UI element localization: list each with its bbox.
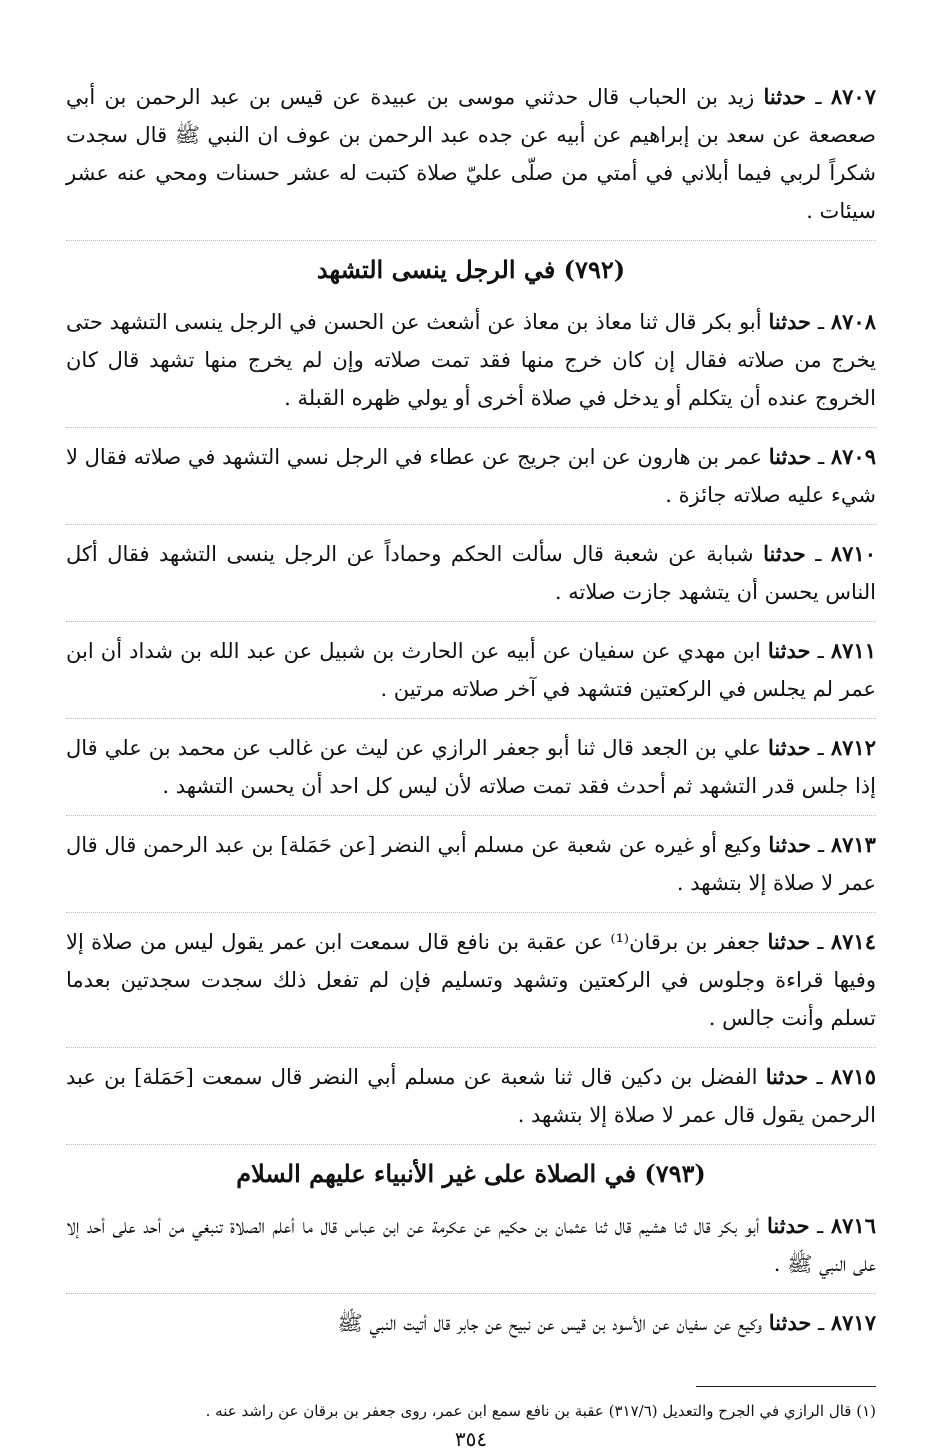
hadith-intro: حدثنا [767, 735, 811, 760]
hadith-intro: حدثنا [765, 1064, 809, 1089]
hadith-intro: حدثنا [768, 444, 812, 469]
hadith-paragraph: ٨٧٠٨ ـ حدثنا أبو بكر قال ثنا معاذ بن معاذ عن أشعث عن الحسن في الرجل ينسى التشهد حتى يخرج من صلاته فقال إن كان خرج منها فقد تمت صلاته وإن لم يخرج منها تشهد قال كان الخروج عنده أن يتكلم أو يدخل في صلاة أخرى أو يولي ظهره القبلة . [66, 303, 876, 428]
hadith-paragraph: ٨٧١٢ ـ حدثنا علي بن الجعد قال ثنا أبو جعفر الرازي عن ليث عن غالب عن محمد بن علي قال إذا جلس قدر التشهد ثم أحدث فقد تمت صلاته لأن ليس كل احد أن يحسن التشهد . [66, 729, 876, 816]
hadith-number: ٨٧١٢ [830, 735, 876, 760]
hadith-paragraph: ٨٧٠٩ ـ حدثنا عمر بن هارون عن ابن جريج عن عطاء في الرجل نسي التشهد في صلاته فقال لا شيء عليه صلاته جائزة . [66, 438, 876, 525]
hadith-intro: حدثنا [767, 638, 811, 663]
hadith-paragraph: ٨٧١٣ ـ حدثنا وكيع أو غيره عن شعبة عن مسلم أبي النضر [عن حَمَلة] بن عبد الرحمن قال قال عمر لا صلاة إلا بتشهد . [66, 826, 876, 913]
hadith-intro: حدثنا [763, 84, 807, 109]
chapter-heading: (٧٩٢) في الرجل ينسى التشهد [316, 255, 626, 284]
hadith-text: الفضل بن دكين قال ثنا شعبة عن مسلم أبي النضر قال سمعت [حَمَلة] بن عبد الرحمن يقول قال عمر لا صلاة إلا بتشهد . [66, 1065, 876, 1127]
hadith-paragraph: ٨٧١٦ ـ حدثنا أبو بكر قال ثنا هشيم قال ثنا عثمان بن حكيم عن عكرمة عن ابن عباس قال ما أعلم الصلاة تنبغي من أحد على أحد إلا على النبي ﷺ . [66, 1207, 876, 1294]
hadith-text: زيد بن الحباب قال حدثني موسى بن عبيدة عن قيس بن عبد الرحمن بن أبي صعصعة عن سعد بن إبراهيم عن أبيه عن جده عبد الرحمن بن عوف ان النبي ﷺ قال سجدت شكراً لربي فيما أبلاني في أمتي من صلّى عليّ صلاة كتبت له عشر حسنات ومحي عنه عشر سيئات . [66, 85, 876, 223]
footnote-separator [696, 1386, 876, 1387]
hadith-text: أبو بكر قال ثنا معاذ بن معاذ عن أشعث عن الحسن في الرجل ينسى التشهد حتى يخرج من صلاته فقال إن كان خرج منها فقد تمت صلاته وإن لم يخرج منها تشهد قال كان الخروج عنده أن يتكلم أو يدخل في صلاة أخرى أو يولي ظهره القبلة . [66, 310, 876, 410]
hadith-text: عمر بن هارون عن ابن جريج عن عطاء في الرجل نسي التشهد في صلاته فقال لا شيء عليه صلاته جائزة . [66, 445, 876, 507]
hadith-text: وكيع أو غيره عن شعبة عن مسلم أبي النضر [عن حَمَلة] بن عبد الرحمن قال قال عمر لا صلاة إلا بتشهد . [66, 833, 876, 895]
hadith-text: علي بن الجعد قال ثنا أبو جعفر الرازي عن ليث عن غالب عن محمد بن علي قال إذا جلس قدر التشهد ثم أحدث فقد تمت صلاته لأن ليس كل احد أن يحسن التشهد . [66, 736, 876, 798]
chapter-heading: (٧٩٣) في الصلاة على غير الأنبياء عليهم السلام [236, 1159, 706, 1188]
hadith-paragraph: ٨٧١٠ ـ حدثنا شبابة عن شعبة قال سألت الحكم وحماداً عن الرجل ينسى التشهد فقال أكل الناس يحسن أن يتشهد جازت صلاته . [66, 535, 876, 622]
hadith-text: شبابة عن شعبة قال سألت الحكم وحماداً عن الرجل ينسى التشهد فقال أكل الناس يحسن أن يتشهد جازت صلاته . [66, 542, 876, 604]
hadith-number: ٨٧١٦ [830, 1213, 876, 1238]
hadith-paragraph: ٨٧١٥ ـ حدثنا الفضل بن دكين قال ثنا شعبة عن مسلم أبي النضر قال سمعت [حَمَلة] بن عبد الرحمن يقول قال عمر لا صلاة إلا بتشهد . [66, 1058, 876, 1145]
hadith-intro: حدثنا [768, 832, 811, 857]
hadith-intro: حدثنا [763, 541, 806, 566]
hadith-text: وكيع عن سفيان عن الأسود بن قيس عن نبيح عن جابر قال أتيت النبي ﷺ [337, 1311, 763, 1335]
hadith-paragraph: ٨٧١٧ ـ حدثنا وكيع عن سفيان عن الأسود بن قيس عن نبيح عن جابر قال أتيت النبي ﷺ [337, 1310, 876, 1335]
hadith-text: جعفر بن برقان⁽¹⁾ عن عقبة بن نافع قال سمعت ابن عمر يقول ليس من صلاة إلا وفيها قراءة وجلوس في الركعتين وتشهد وتسليم فإن لم تفعل ذلك سجدت سجدتين بعدما تسلم وأنت جالس . [66, 930, 876, 1030]
hadith-number: ٨٧١٠ [830, 541, 876, 566]
hadith-paragraph: ٨٧٠٧ ـ حدثنا زيد بن الحباب قال حدثني موسى بن عبيدة عن قيس بن عبد الرحمن بن أبي صعصعة عن سعد بن إبراهيم عن أبيه عن جده عبد الرحمن بن عوف ان النبي ﷺ قال سجدت شكراً لربي فيما أبلاني في أمتي من صلّى عليّ صلاة كتبت له عشر حسنات ومحي عنه عشر سيئات . [66, 78, 876, 241]
hadith-number: ٨٧١٤ [830, 929, 876, 954]
footnote: (١) قال الرازي في الجرح والتعديل (٣١٧/٦) عقبة بن نافع سمع ابن عمر، روى جعفر بن برقان عن راشد عنه . [205, 1402, 876, 1420]
hadith-intro: حدثنا [768, 309, 812, 334]
hadith-paragraph: ٨٧١٤ ـ حدثنا جعفر بن برقان⁽¹⁾ عن عقبة بن نافع قال سمعت ابن عمر يقول ليس من صلاة إلا وفيها قراءة وجلوس في الركعتين وتشهد وتسليم فإن لم تفعل ذلك سجدت سجدتين بعدما تسلم وأنت جالس . [66, 923, 876, 1048]
hadith-intro: حدثنا [768, 1310, 812, 1335]
hadith-number: ٨٧٠٨ [830, 309, 876, 334]
hadith-intro: حدثنا [767, 1213, 810, 1238]
hadith-number: ٨٧١٥ [830, 1064, 876, 1089]
hadith-text: أبو بكر قال ثنا هشيم قال ثنا عثمان بن حكيم عن عكرمة عن ابن عباس قال ما أعلم الصلاة تنبغي من أحد على أحد إلا على النبي ﷺ . [66, 1214, 876, 1276]
page-number: ٣٥٤ [454, 1427, 488, 1451]
hadith-number: ٨٧١٣ [830, 832, 876, 857]
hadith-intro: حدثنا [767, 929, 811, 954]
hadith-number: ٨٧٠٩ [830, 444, 876, 469]
hadith-number: ٨٧٠٧ [830, 84, 876, 109]
hadith-number: ٨٧١٧ [830, 1310, 876, 1335]
hadith-paragraph: ٨٧١١ ـ حدثنا ابن مهدي عن سفيان عن أبيه عن الحارث بن شبيل عن عبد الله بن شداد أن ابن عمر لم يجلس في الركعتين فتشهد في آخر صلاته مرتين . [66, 632, 876, 719]
hadith-text: ابن مهدي عن سفيان عن أبيه عن الحارث بن شبيل عن عبد الله بن شداد أن ابن عمر لم يجلس في الركعتين فتشهد في آخر صلاته مرتين . [66, 639, 876, 701]
hadith-number: ٨٧١١ [830, 638, 876, 663]
